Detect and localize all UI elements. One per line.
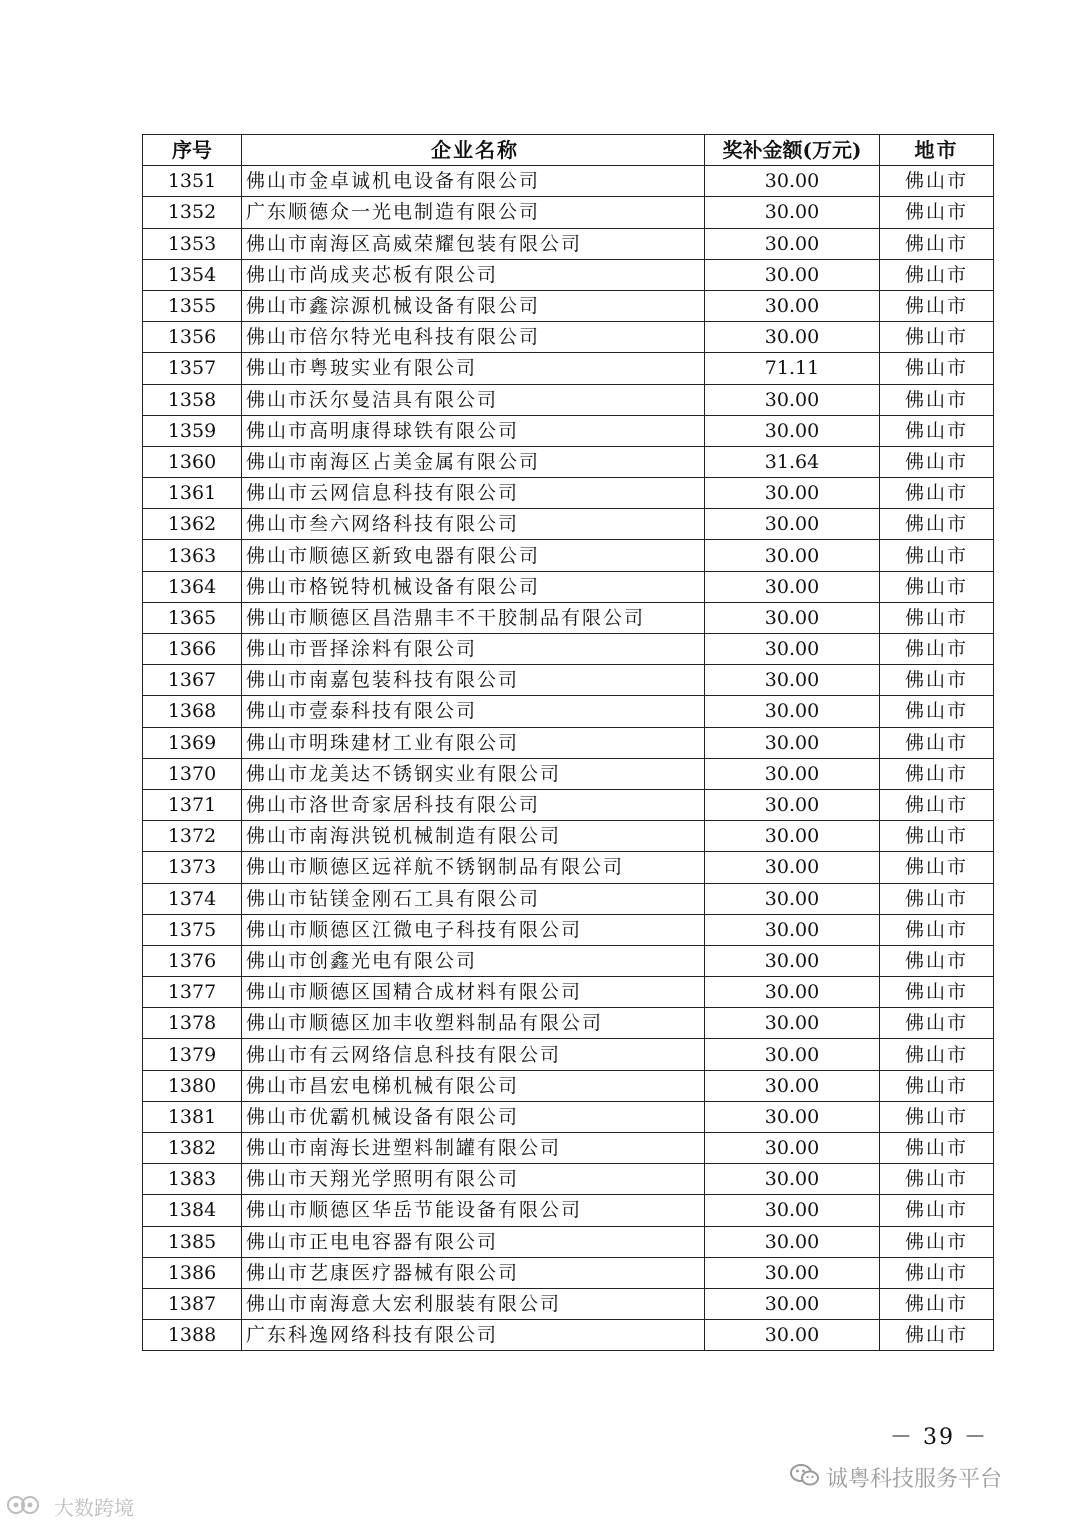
- cell-name: 佛山市粤玻实业有限公司: [242, 353, 705, 384]
- cell-name: 佛山市顺德区华岳节能设备有限公司: [242, 1195, 705, 1226]
- cell-amount: 30.00: [705, 1226, 880, 1257]
- cell-amount: 30.00: [705, 883, 880, 914]
- table-row: [143, 789, 994, 820]
- cell-no: 1364: [143, 571, 242, 602]
- table-row: [143, 259, 994, 290]
- cell-no: 1355: [143, 290, 242, 321]
- table-row: [143, 446, 994, 477]
- table-row: [143, 1257, 994, 1288]
- cell-name: 佛山市创鑫光电有限公司: [242, 945, 705, 976]
- cell-amount: 30.00: [705, 259, 880, 290]
- cell-city: 佛山市: [880, 478, 994, 509]
- weibo-icon: [6, 1492, 50, 1521]
- cell-amount: 30.00: [705, 197, 880, 228]
- cell-no: 1376: [143, 945, 242, 976]
- cell-name: 佛山市龙美达不锈钢实业有限公司: [242, 758, 705, 789]
- cell-no: 1361: [143, 478, 242, 509]
- cell-amount: 30.00: [705, 540, 880, 571]
- table-row: [143, 166, 994, 197]
- cell-amount: 30.00: [705, 1101, 880, 1132]
- table-row: [143, 1039, 994, 1070]
- cell-amount: 30.00: [705, 914, 880, 945]
- cell-name: 佛山市艺康医疗器械有限公司: [242, 1257, 705, 1288]
- cell-name: 佛山市倍尔特光电科技有限公司: [242, 322, 705, 353]
- cell-no: 1371: [143, 789, 242, 820]
- cell-no: 1377: [143, 977, 242, 1008]
- cell-amount: 30.00: [705, 789, 880, 820]
- cell-city: 佛山市: [880, 821, 994, 852]
- watermark-right-text: 诚粤科技服务平台: [826, 1467, 1003, 1492]
- cell-name: 佛山市正电电容器有限公司: [242, 1226, 705, 1257]
- cell-name: 佛山市天翔光学照明有限公司: [242, 1164, 705, 1195]
- cell-amount: 30.00: [705, 665, 880, 696]
- table-row: [143, 1101, 994, 1132]
- table-row: [143, 478, 994, 509]
- cell-city: 佛山市: [880, 789, 994, 820]
- cell-amount: 30.00: [705, 322, 880, 353]
- cell-name: 佛山市顺德区远祥航不锈钢制品有限公司: [242, 852, 705, 883]
- cell-amount: 30.00: [705, 384, 880, 415]
- cell-name: 佛山市顺德区国精合成材料有限公司: [242, 977, 705, 1008]
- table-row: [143, 540, 994, 571]
- cell-name: 佛山市洛世奇家居科技有限公司: [242, 789, 705, 820]
- cell-no: 1373: [143, 852, 242, 883]
- table-row: [143, 665, 994, 696]
- cell-name: 佛山市沃尔曼洁具有限公司: [242, 384, 705, 415]
- wechat-icon: [790, 1463, 820, 1493]
- cell-name: 佛山市尚成夹芯板有限公司: [242, 259, 705, 290]
- cell-city: 佛山市: [880, 758, 994, 789]
- cell-city: 佛山市: [880, 1164, 994, 1195]
- cell-name: 佛山市南海意大宏利服装有限公司: [242, 1288, 705, 1319]
- table-row: [143, 727, 994, 758]
- cell-amount: 30.00: [705, 1008, 880, 1039]
- cell-amount: 31.64: [705, 446, 880, 477]
- table-row: [143, 1320, 994, 1351]
- cell-city: 佛山市: [880, 1288, 994, 1319]
- cell-amount: 30.00: [705, 852, 880, 883]
- cell-amount: 30.00: [705, 1288, 880, 1319]
- table-row: [143, 1195, 994, 1226]
- cell-amount: 30.00: [705, 696, 880, 727]
- cell-no: 1362: [143, 509, 242, 540]
- cell-name: 佛山市鑫淙源机械设备有限公司: [242, 290, 705, 321]
- table-header-row: [143, 135, 994, 166]
- cell-name: 佛山市南海区占美金属有限公司: [242, 446, 705, 477]
- cell-amount: 30.00: [705, 1164, 880, 1195]
- cell-no: 1372: [143, 821, 242, 852]
- cell-city: 佛山市: [880, 197, 994, 228]
- cell-no: 1359: [143, 415, 242, 446]
- cell-city: 佛山市: [880, 634, 994, 665]
- cell-no: 1352: [143, 197, 242, 228]
- cell-amount: 30.00: [705, 602, 880, 633]
- cell-no: 1382: [143, 1133, 242, 1164]
- cell-no: 1367: [143, 665, 242, 696]
- cell-name: 佛山市顺德区昌浩鼎丰不干胶制品有限公司: [242, 602, 705, 633]
- cell-name: 佛山市南嘉包装科技有限公司: [242, 665, 705, 696]
- award-table: [142, 134, 994, 1351]
- cell-name: 佛山市顺德区新致电器有限公司: [242, 540, 705, 571]
- cell-no: 1384: [143, 1195, 242, 1226]
- cell-amount: 30.00: [705, 945, 880, 976]
- cell-no: 1354: [143, 259, 242, 290]
- cell-amount: 30.00: [705, 166, 880, 197]
- watermark-wechat: [790, 1462, 1002, 1493]
- table-row: [143, 758, 994, 789]
- cell-amount: 30.00: [705, 415, 880, 446]
- cell-amount: 30.00: [705, 1195, 880, 1226]
- cell-city: 佛山市: [880, 914, 994, 945]
- cell-city: 佛山市: [880, 1008, 994, 1039]
- cell-city: 佛山市: [880, 166, 994, 197]
- table-row: [143, 1008, 994, 1039]
- cell-city: 佛山市: [880, 945, 994, 976]
- cell-city: 佛山市: [880, 290, 994, 321]
- cell-amount: 30.00: [705, 634, 880, 665]
- cell-no: 1363: [143, 540, 242, 571]
- cell-no: 1385: [143, 1226, 242, 1257]
- cell-name: 佛山市晋择涂料有限公司: [242, 634, 705, 665]
- cell-amount: 30.00: [705, 1133, 880, 1164]
- cell-name: 佛山市顺德区加丰收塑料制品有限公司: [242, 1008, 705, 1039]
- table-row: [143, 322, 994, 353]
- cell-no: 1370: [143, 758, 242, 789]
- watermark-left-text: 大数跨境: [54, 1496, 134, 1520]
- table-row: [143, 602, 994, 633]
- cell-city: 佛山市: [880, 852, 994, 883]
- table-row: [143, 977, 994, 1008]
- cell-amount: 71.11: [705, 353, 880, 384]
- table-row: [143, 945, 994, 976]
- cell-amount: 30.00: [705, 1320, 880, 1351]
- cell-no: 1387: [143, 1288, 242, 1319]
- cell-no: 1379: [143, 1039, 242, 1070]
- table-row: [143, 696, 994, 727]
- table-row: [143, 1226, 994, 1257]
- table-row: [143, 634, 994, 665]
- table-row: [143, 415, 994, 446]
- cell-city: 佛山市: [880, 571, 994, 602]
- cell-city: 佛山市: [880, 1039, 994, 1070]
- cell-name: 佛山市金卓诚机电设备有限公司: [242, 166, 705, 197]
- table-row: [143, 228, 994, 259]
- cell-city: 佛山市: [880, 665, 994, 696]
- cell-amount: 30.00: [705, 727, 880, 758]
- cell-no: 1375: [143, 914, 242, 945]
- table-row: [143, 509, 994, 540]
- cell-city: 佛山市: [880, 1320, 994, 1351]
- page-number: － 39 －: [890, 1425, 988, 1450]
- header-amount: 奖补金额(万元): [705, 135, 880, 166]
- cell-name: 佛山市南海区高威荣耀包装有限公司: [242, 228, 705, 259]
- cell-name: 佛山市明珠建材工业有限公司: [242, 727, 705, 758]
- header-name: 企业名称: [242, 135, 705, 166]
- cell-amount: 30.00: [705, 478, 880, 509]
- cell-no: 1353: [143, 228, 242, 259]
- cell-city: 佛山市: [880, 977, 994, 1008]
- watermark-weibo: [6, 1492, 134, 1521]
- table-row: [143, 852, 994, 883]
- cell-no: 1388: [143, 1320, 242, 1351]
- cell-name: 佛山市叁六网络科技有限公司: [242, 509, 705, 540]
- cell-no: 1360: [143, 446, 242, 477]
- table-body: [143, 166, 994, 1351]
- cell-amount: 30.00: [705, 758, 880, 789]
- cell-no: 1365: [143, 602, 242, 633]
- cell-no: 1356: [143, 322, 242, 353]
- cell-name: 佛山市壹泰科技有限公司: [242, 696, 705, 727]
- cell-no: 1378: [143, 1008, 242, 1039]
- cell-name: 广东顺德众一光电制造有限公司: [242, 197, 705, 228]
- cell-amount: 30.00: [705, 821, 880, 852]
- cell-no: 1381: [143, 1101, 242, 1132]
- cell-no: 1374: [143, 883, 242, 914]
- cell-city: 佛山市: [880, 228, 994, 259]
- table-row: [143, 197, 994, 228]
- cell-city: 佛山市: [880, 353, 994, 384]
- table-row: [143, 821, 994, 852]
- cell-city: 佛山市: [880, 696, 994, 727]
- table-row: [143, 914, 994, 945]
- cell-city: 佛山市: [880, 540, 994, 571]
- cell-amount: 30.00: [705, 1039, 880, 1070]
- cell-name: 广东科逸网络科技有限公司: [242, 1320, 705, 1351]
- table-row: [143, 883, 994, 914]
- table-row: [143, 1164, 994, 1195]
- cell-amount: 30.00: [705, 509, 880, 540]
- cell-name: 佛山市优霸机械设备有限公司: [242, 1101, 705, 1132]
- cell-amount: 30.00: [705, 1257, 880, 1288]
- table-row: [143, 353, 994, 384]
- header-no: 序号: [143, 135, 242, 166]
- cell-name: 佛山市钻镁金刚石工具有限公司: [242, 883, 705, 914]
- cell-city: 佛山市: [880, 1070, 994, 1101]
- cell-amount: 30.00: [705, 977, 880, 1008]
- cell-name: 佛山市顺德区江微电子科技有限公司: [242, 914, 705, 945]
- cell-name: 佛山市有云网络信息科技有限公司: [242, 1039, 705, 1070]
- header-city: 地市: [880, 135, 994, 166]
- cell-city: 佛山市: [880, 259, 994, 290]
- table-row: [143, 1288, 994, 1319]
- cell-city: 佛山市: [880, 602, 994, 633]
- cell-name: 佛山市昌宏电梯机械有限公司: [242, 1070, 705, 1101]
- cell-city: 佛山市: [880, 415, 994, 446]
- cell-no: 1383: [143, 1164, 242, 1195]
- table-row: [143, 290, 994, 321]
- cell-amount: 30.00: [705, 571, 880, 602]
- cell-amount: 30.00: [705, 1070, 880, 1101]
- cell-city: 佛山市: [880, 1195, 994, 1226]
- cell-no: 1386: [143, 1257, 242, 1288]
- cell-city: 佛山市: [880, 1257, 994, 1288]
- cell-city: 佛山市: [880, 727, 994, 758]
- cell-city: 佛山市: [880, 322, 994, 353]
- cell-no: 1358: [143, 384, 242, 415]
- cell-name: 佛山市南海长进塑料制罐有限公司: [242, 1133, 705, 1164]
- cell-no: 1368: [143, 696, 242, 727]
- cell-city: 佛山市: [880, 1133, 994, 1164]
- cell-city: 佛山市: [880, 883, 994, 914]
- cell-city: 佛山市: [880, 1101, 994, 1132]
- cell-no: 1351: [143, 166, 242, 197]
- cell-no: 1380: [143, 1070, 242, 1101]
- cell-name: 佛山市高明康得球铁有限公司: [242, 415, 705, 446]
- cell-no: 1369: [143, 727, 242, 758]
- cell-name: 佛山市南海洪锐机械制造有限公司: [242, 821, 705, 852]
- table-row: [143, 1070, 994, 1101]
- cell-name: 佛山市格锐特机械设备有限公司: [242, 571, 705, 602]
- table-row: [143, 1133, 994, 1164]
- cell-no: 1366: [143, 634, 242, 665]
- cell-name: 佛山市云网信息科技有限公司: [242, 478, 705, 509]
- cell-amount: 30.00: [705, 228, 880, 259]
- cell-amount: 30.00: [705, 290, 880, 321]
- table-row: [143, 384, 994, 415]
- table-row: [143, 571, 994, 602]
- cell-city: 佛山市: [880, 1226, 994, 1257]
- cell-city: 佛山市: [880, 446, 994, 477]
- cell-city: 佛山市: [880, 384, 994, 415]
- cell-city: 佛山市: [880, 509, 994, 540]
- cell-no: 1357: [143, 353, 242, 384]
